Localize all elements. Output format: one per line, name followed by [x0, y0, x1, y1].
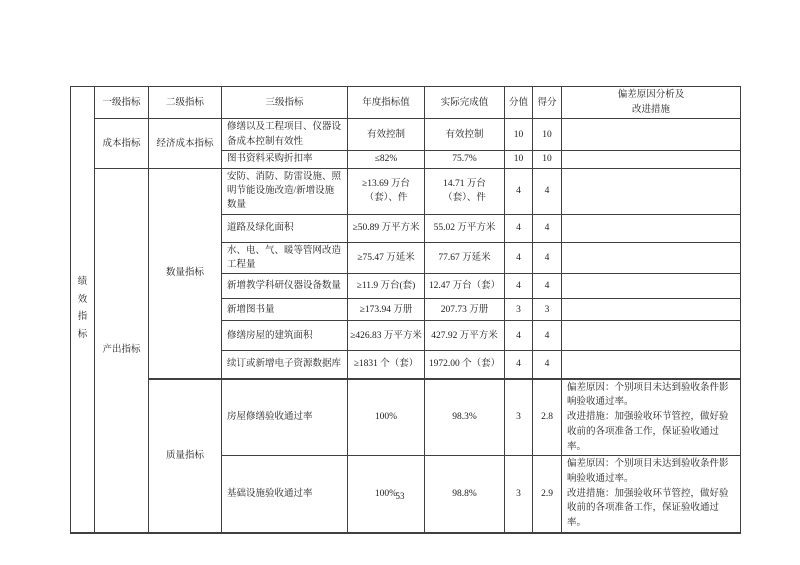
header-level1-indicator: 一级指标 [95, 87, 149, 119]
cell-indicator: 基础设施验收通过率 [222, 456, 348, 533]
cell-score: 3 [505, 299, 533, 321]
cell-indicator: 新增教学科研仪器设备数量 [222, 274, 348, 299]
cell-actual: 12.47 万台（套） [425, 274, 505, 299]
cell-annual: ≥13.69 万台（套）、件 [348, 168, 425, 214]
cell-points: 4 [533, 214, 562, 242]
cell-annual: ≥1831 个（套） [348, 351, 425, 379]
cell-indicator: 续订或新增电子资源数据库 [222, 351, 348, 379]
table-row [71, 168, 741, 214]
header-score: 分值 [505, 87, 533, 119]
cell-deviation [562, 321, 741, 351]
header-level3-indicator: 三级指标 [222, 87, 348, 119]
deviation-reason: 偏差原因：个别项目未达到验收条件影响验收通过率。 [567, 459, 729, 484]
cell-score: 4 [505, 321, 533, 351]
cell-indicator: 修缮以及工程项目、仪器设备成本控制有效性 [222, 119, 348, 151]
cell-actual: 55.02 万平方米 [425, 214, 505, 242]
header-deviation-analysis [562, 87, 741, 119]
cell-points: 4 [533, 242, 562, 274]
cell-actual: 有效控制 [425, 119, 505, 151]
cell-annual: ≥173.94 万册 [348, 299, 425, 321]
cell-points: 4 [533, 274, 562, 299]
cell-indicator: 水、电、气、暖等管网改造工程量 [222, 242, 348, 274]
cell-actual: 98.8% [425, 456, 505, 533]
cell-points: 10 [533, 150, 562, 168]
cell-deviation [562, 379, 741, 456]
cell-deviation [562, 168, 741, 214]
header-points: 得分 [533, 87, 562, 119]
cell-deviation [562, 299, 741, 321]
level1-output-cell: 产出指标 [95, 168, 149, 532]
header-deviation-line1: 偏差原因分析及 [617, 90, 685, 100]
cell-annual: 100% [348, 456, 425, 533]
cell-score: 10 [505, 119, 533, 151]
cell-annual: ≥50.89 万平方米 [348, 214, 425, 242]
cell-annual: ≥11.9 万台(套) [348, 274, 425, 299]
cell-points: 2.9 [533, 456, 562, 533]
cell-score: 3 [505, 456, 533, 533]
cell-annual: ≥75.47 万延米 [348, 242, 425, 274]
cell-points: 4 [533, 351, 562, 379]
header-deviation-line2: 改进措施 [631, 104, 670, 115]
deviation-measure: 改进措施：加强验收环节管控，做好验收前的各项准备工作，保证验收通过率。 [567, 412, 729, 452]
cell-score: 4 [505, 274, 533, 299]
cell-actual: 14.71 万台（套）、件 [425, 168, 505, 214]
cell-actual: 427.92 万平方米 [425, 321, 505, 351]
cell-indicator: 图书资料采购折扣率 [222, 150, 348, 168]
level2-quantity-cell: 数量指标 [149, 168, 222, 378]
cell-deviation [562, 274, 741, 299]
header-actual-value: 实际完成值 [425, 87, 505, 119]
cell-deviation [562, 351, 741, 379]
cell-score: 3 [505, 379, 533, 456]
table-row [71, 379, 741, 456]
performance-indicator-table [70, 86, 741, 534]
deviation-reason: 偏差原因：个别项目未达到验收条件影响验收通过率。 [567, 382, 729, 408]
row-group-label: 绩效指标 [77, 277, 88, 340]
level1-cost-cell: 成本指标 [95, 119, 149, 169]
cell-indicator: 新增图书量 [222, 299, 348, 321]
cell-actual: 207.73 万册 [425, 299, 505, 321]
row-group-label-cell [71, 87, 95, 533]
cell-indicator: 道路及绿化面积 [222, 214, 348, 242]
cell-annual: ≥426.83 万平方米 [348, 321, 425, 351]
cell-points: 4 [533, 321, 562, 351]
cell-score: 4 [505, 214, 533, 242]
cell-deviation [562, 119, 741, 151]
cell-annual: 有效控制 [348, 119, 425, 151]
cell-score: 4 [505, 242, 533, 274]
cell-indicator: 房屋修缮验收通过率 [222, 379, 348, 456]
cell-points: 3 [533, 299, 562, 321]
table-row [71, 119, 741, 151]
table-header-row [71, 87, 741, 119]
cell-indicator: 修缮房屋的建筑面积 [222, 321, 348, 351]
page-number: 53 [395, 491, 405, 501]
cell-deviation [562, 214, 741, 242]
header-annual-value: 年度指标值 [348, 87, 425, 119]
level2-quality-cell: 质量指标 [149, 379, 222, 533]
cell-deviation [562, 150, 741, 168]
cell-actual: 1972.00 个（套） [425, 351, 505, 379]
cell-score: 4 [505, 351, 533, 379]
cell-score: 4 [505, 168, 533, 214]
cell-actual: 77.67 万延米 [425, 242, 505, 274]
cell-score: 10 [505, 150, 533, 168]
cell-actual: 98.3% [425, 379, 505, 456]
cell-annual: ≤82% [348, 150, 425, 168]
cell-deviation [562, 242, 741, 274]
cell-indicator: 安防、消防、防雷设施、照明节能设施改造/新增设施数量 [222, 168, 348, 214]
cell-actual: 75.7% [425, 150, 505, 168]
cell-annual: 100% [348, 379, 425, 456]
cell-points: 10 [533, 119, 562, 151]
deviation-measure: 改进措施：加强验收环节管控，做好验收前的各项准备工作，保证验收通过率。 [567, 488, 729, 529]
cell-points: 2.8 [533, 379, 562, 456]
header-level2-indicator: 二级指标 [149, 87, 222, 119]
cell-points: 4 [533, 168, 562, 214]
level2-economic-cell: 经济成本指标 [149, 119, 222, 169]
